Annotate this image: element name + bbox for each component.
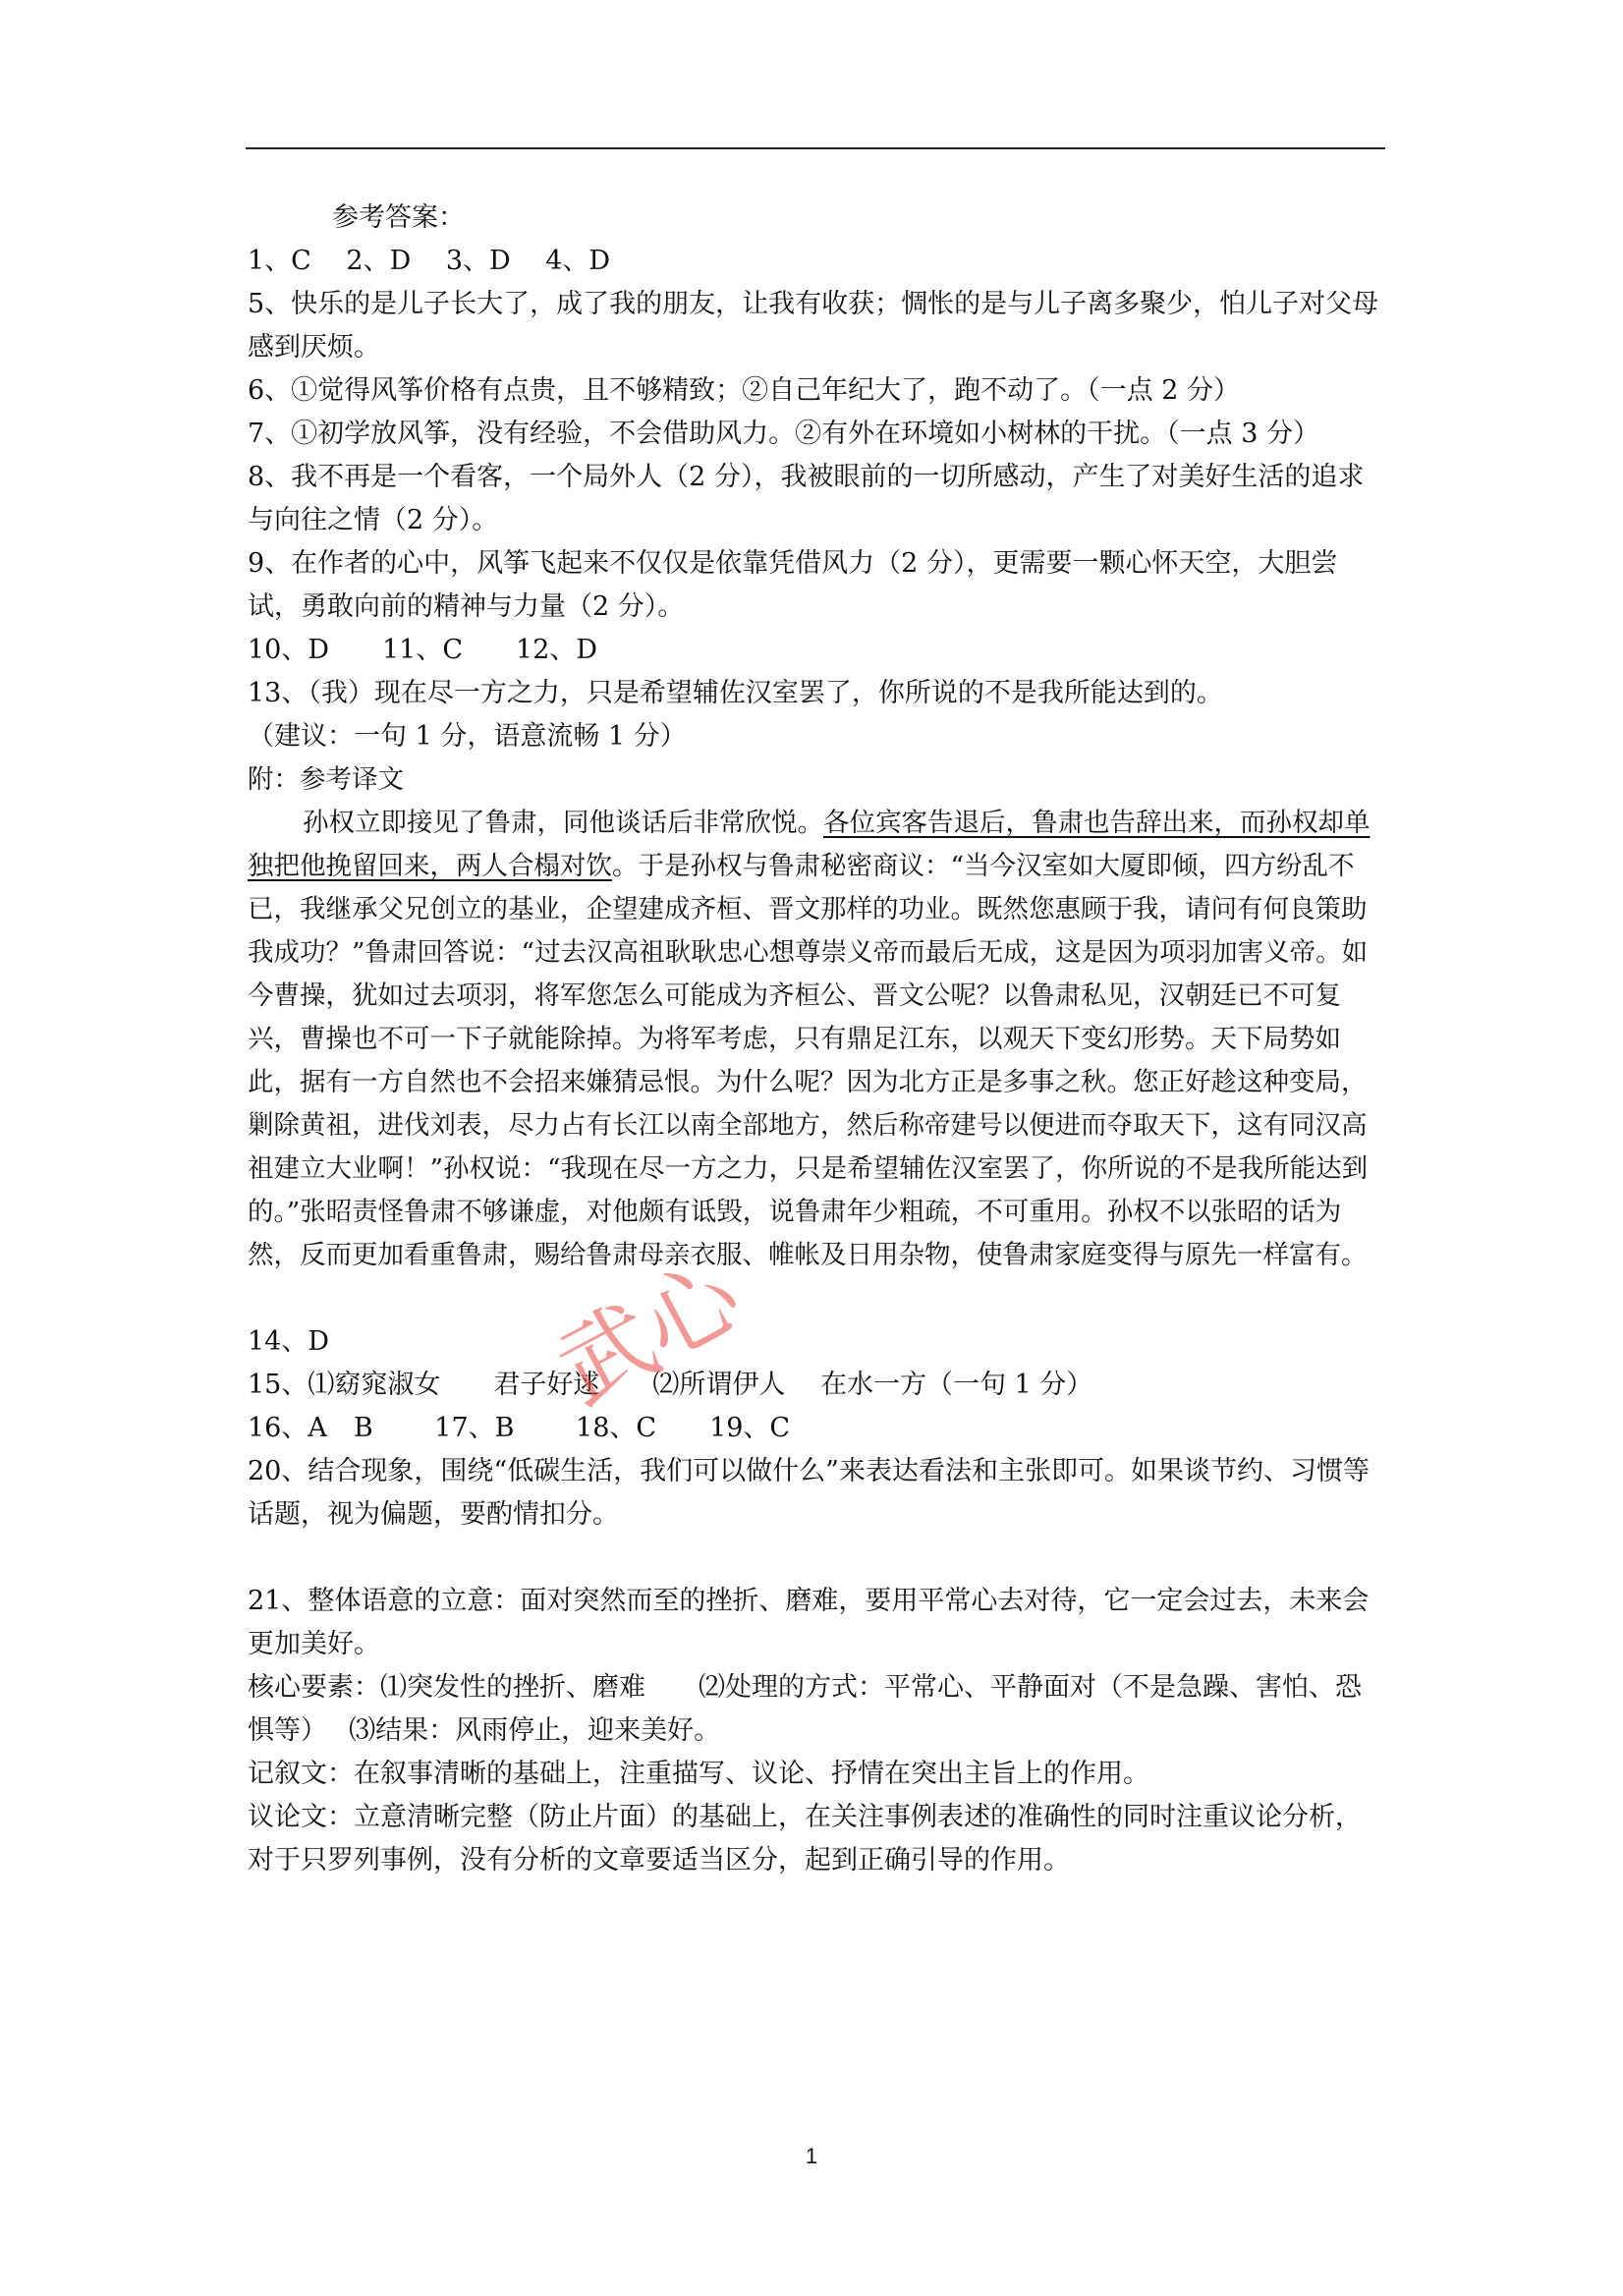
svg-text:武心: 武心: [539, 1240, 758, 1427]
answer-1-4: 1、C 2、D 3、D 4、D: [248, 246, 611, 276]
spacer: [248, 1537, 1385, 1580]
answer-13-note: （建议：一句 1 分，语意流畅 1 分）: [248, 721, 687, 752]
translation-paragraph: [248, 802, 1385, 1277]
answer-20: 20、结合现象，围绕“低碳生活，我们可以做什么”来表达看法和主张即可。如果谈节约、习惯等话题，视为偏题，要酌情扣分。: [248, 1456, 1370, 1530]
spacer: [248, 1277, 1385, 1320]
argument-criteria: 议论文：立意清晰完整（防止片面）的基础上，在关注事例表述的准确性的同时注重议论分析，对于只罗列事例，没有分析的文章要适当区分，起到正确引导的作用。: [248, 1802, 1362, 1876]
translation-underlined: 各位宾客告退后，鲁肃也告辞出来，而孙权却单独把他挽留回来，两人合榻对饮: [248, 808, 1371, 881]
narrative-criteria: 记叙文：在叙事清晰的基础上，注重描写、议论、抒情在突出主旨上的作用。: [248, 1759, 1149, 1789]
translation-start: 孙权立即接见了鲁肃，同他谈话后非常欣悦。: [303, 808, 823, 838]
header-rule: [246, 147, 1385, 149]
answer-5: 5、快乐的是儿子长大了，成了我的朋友，让我有收获；惆怅的是与儿子离多聚少，怕儿子对父母感到厌烦。: [248, 289, 1379, 363]
core-elements: 核心要素：⑴突发性的挫折、磨难 ⑵处理的方式：平常心、平静面对（不是急躁、害怕、恐惧等） ⑶结果：风雨停止，迎来美好。: [248, 1672, 1362, 1746]
answer-6: 6、①觉得风筝价格有点贵，且不够精致；②自己年纪大了，跑不动了。（一点 2 分）: [248, 375, 1241, 406]
appendix-title: 附：参考译文: [248, 764, 404, 795]
answer-16-19: 16、A B 17、B 18、C 19、C: [248, 1413, 791, 1443]
translation-rest: 。于是孙权与鲁肃秘密商议：“当今汉室如大厦即倾，四方纷乱不已，我继承父兄创立的基业，企望建成齐桓、晋文那样的功业。既然您惠顾于我，请问有何良策助我成功？”鲁肃回答说：“过去汉高祖耿耿忠心想尊崇义帝而最后无成，这是因为项羽加害义帝。如今曹操，犹如过去项羽，将军您怎么可能成为齐桓公、晋文公呢？以鲁肃私见，汉朝廷已不可复兴，曹操也不可一下子就能除掉。为将军考虑，只有鼎足江东，以观天下变幻形势。天下局势如此，据有一方自然也不会招来嫌猜忌恨。为什么呢？因为北方正是多事之秋。您正好趁这种变局，剿除黄祖，进伐刘表，尽力占有长江以南全部地方，然后称帝建号以便进而夺取天下，这有同汉高祖建立大业啊！”孙权说：“我现在尽一方之力，只是希望辅佐汉室罢了，你所说的不是我所能达到的。”张昭责怪鲁肃不够谦虚，对他颇有诋毁，说鲁肃年少粗疏，不可重用。孙权不以张昭的话为然，反而更加看重鲁肃，赐给鲁肃母亲衣服、帷帐及日用杂物，使鲁肃家庭变得与原先一样富有。: [248, 851, 1369, 1270]
answer-8: 8、我不再是一个看客，一个局外人（2 分），我被眼前的一切所感动，产生了对美好生活的追求与向往之情（2 分）。: [248, 462, 1365, 535]
page-number: 1: [805, 2144, 818, 2168]
document-body: [248, 196, 1385, 1882]
answer-10-12: 10、D 11、C 12、D: [248, 635, 598, 665]
answer-15: 15、⑴窈窕淑女 君子好逑 ⑵所谓伊人 在水一方（一句 1 分）: [248, 1370, 1093, 1400]
answer-13: 13、（我）现在尽一方之力，只是希望辅佐汉室罢了，你所说的不是我所能达到的。: [248, 678, 1223, 708]
answer-21: 21、整体语意的立意：面对突然而至的挫折、磨难，要用平常心去对待，它一定会过去，未来会更加美好。: [248, 1586, 1370, 1659]
answer-heading: 参考答案：: [332, 202, 465, 233]
answer-14: 14、D: [248, 1326, 330, 1357]
answer-7: 7、①初学放风筝，没有经验，不会借助风力。②有外在环境如小树林的干扰。（一点 3 分）: [248, 419, 1320, 449]
answer-9: 9、在作者的心中，风筝飞起来不仅仅是依靠凭借风力（2 分），更需要一颗心怀天空，大胆尝试，勇敢向前的精神与力量（2 分）。: [248, 548, 1338, 622]
